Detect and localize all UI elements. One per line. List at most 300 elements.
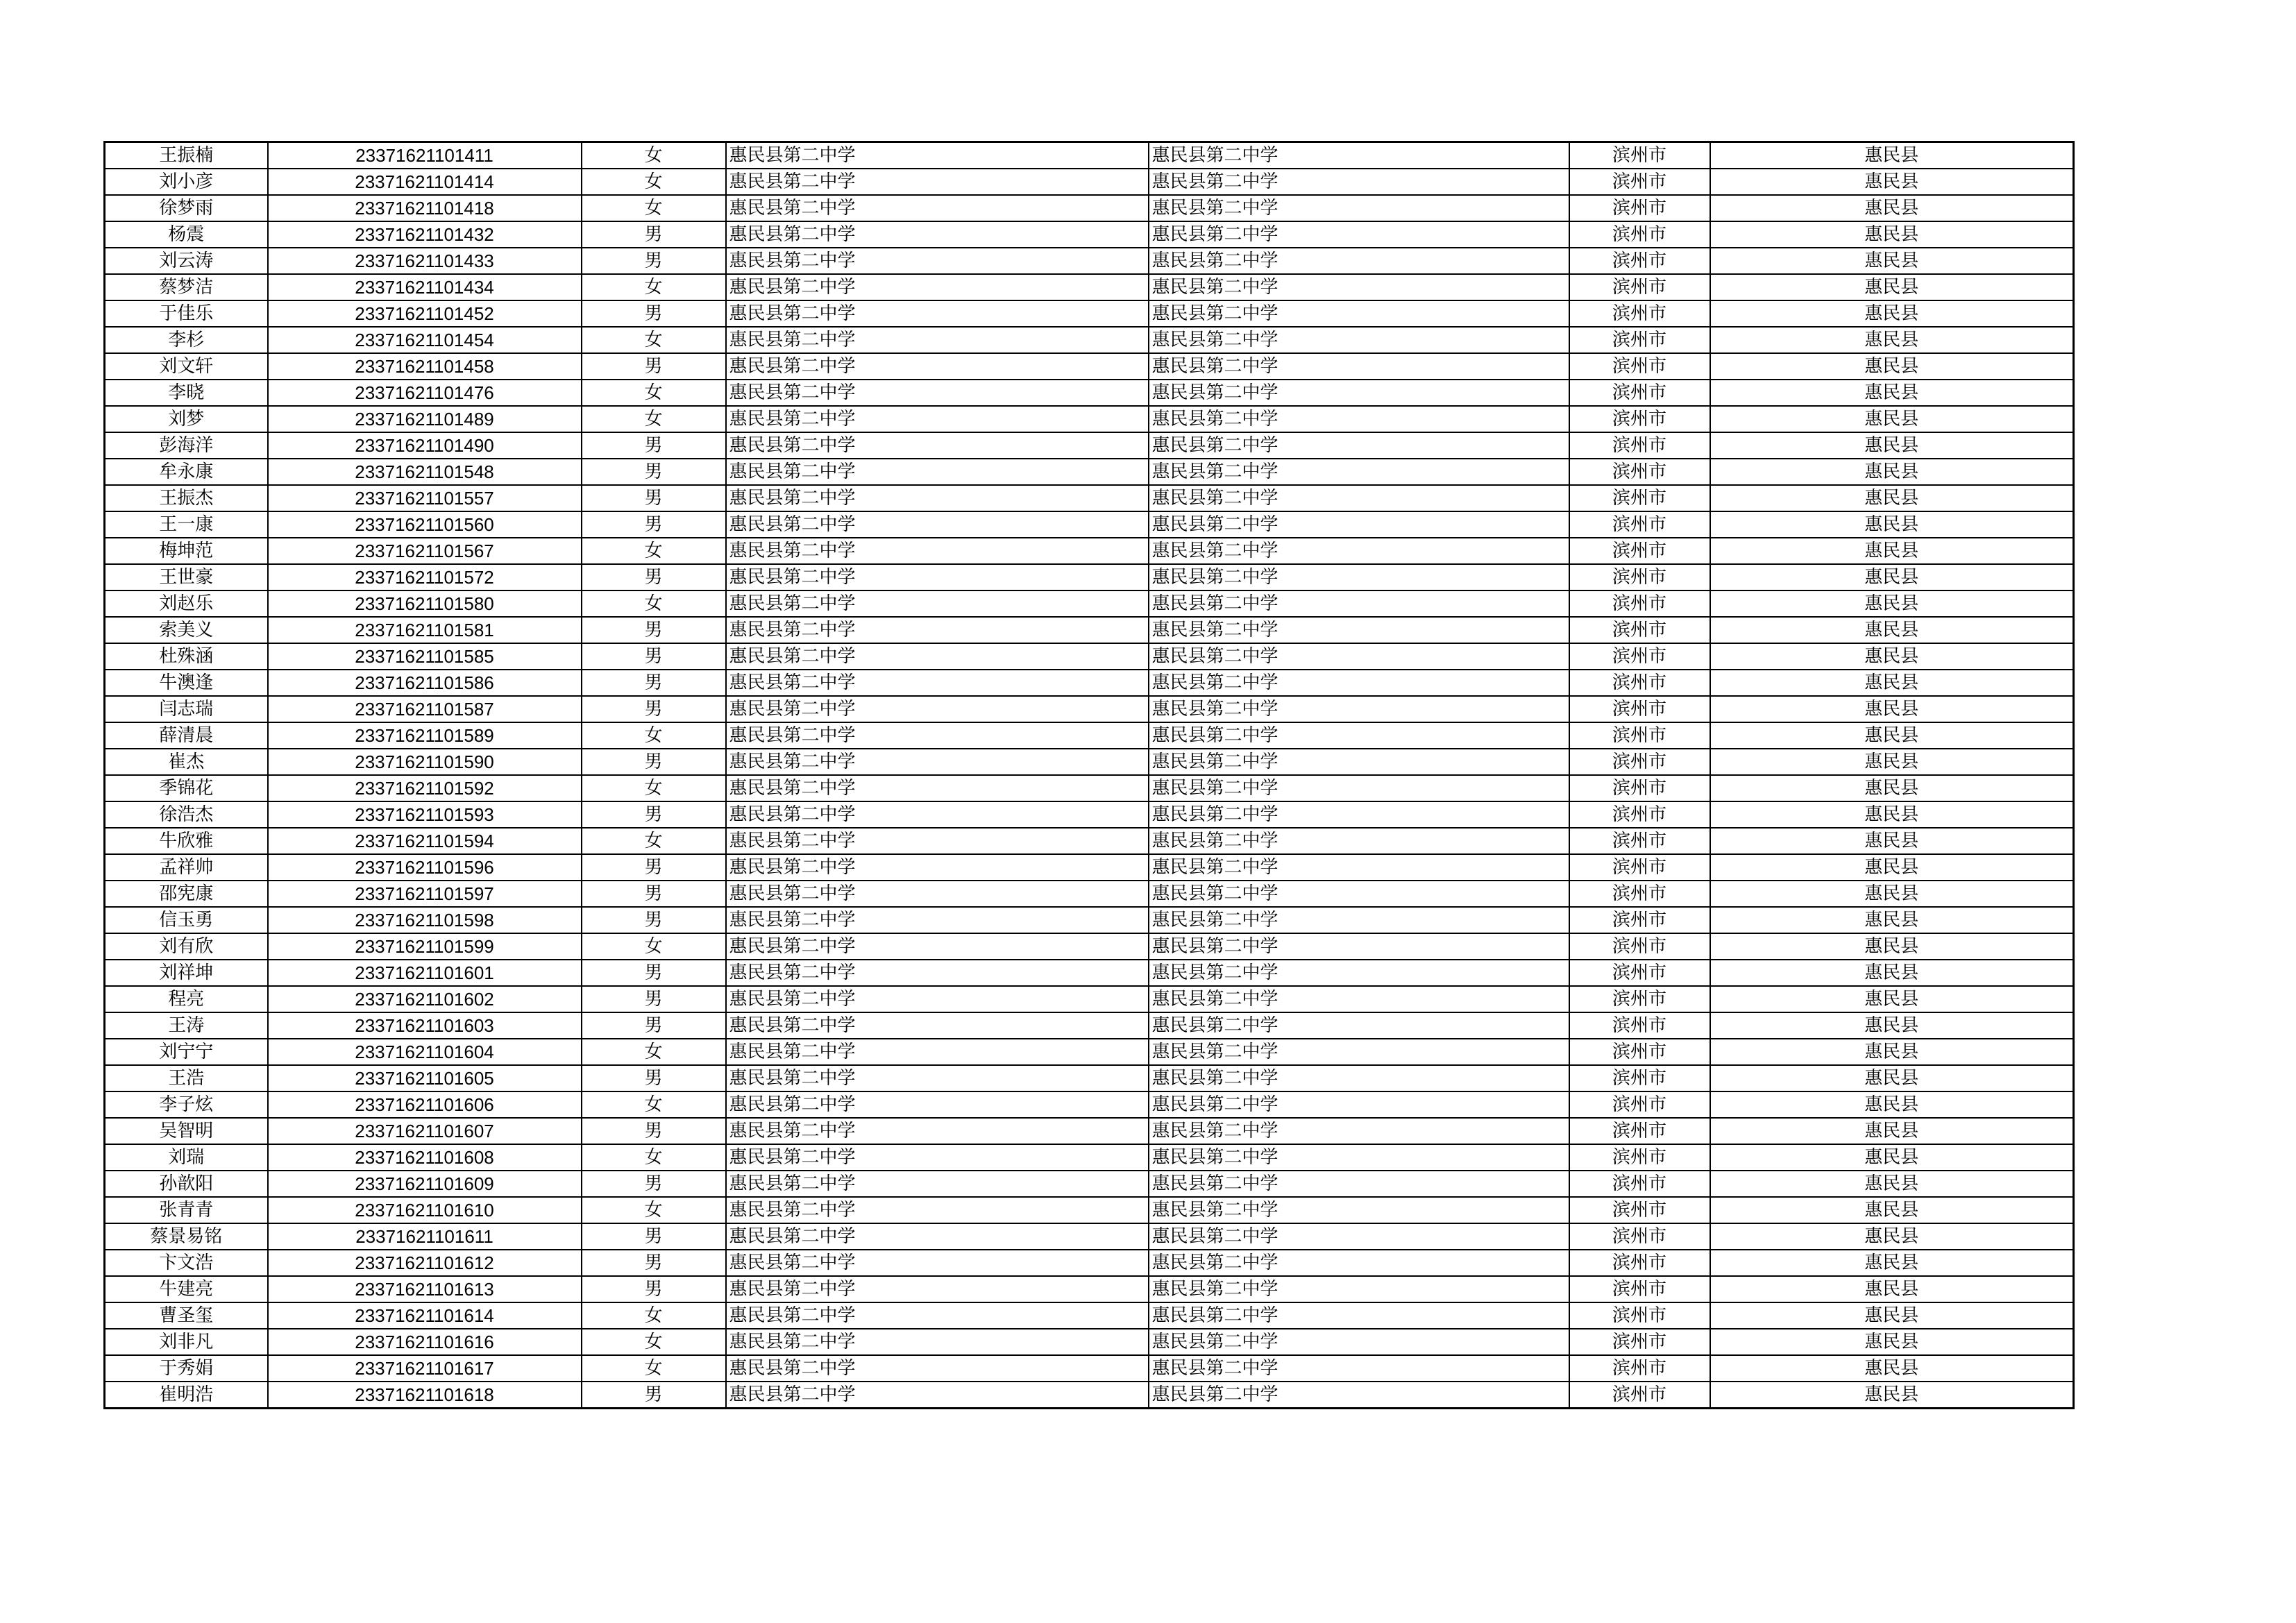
exam-site-cell: 惠民县第二中学 (1149, 1065, 1569, 1091)
exam-site-cell: 惠民县第二中学 (1149, 722, 1569, 749)
county-cell: 惠民县 (1710, 248, 2074, 274)
school-cell: 惠民县第二中学 (726, 274, 1149, 300)
county-cell: 惠民县 (1710, 643, 2074, 670)
county-cell: 惠民县 (1710, 670, 2074, 696)
student-name-cell: 崔杰 (105, 749, 268, 775)
student-name-cell: 蔡景易铭 (105, 1223, 268, 1250)
school-cell: 惠民县第二中学 (726, 406, 1149, 432)
city-cell: 滨州市 (1569, 248, 1710, 274)
gender-cell: 男 (582, 485, 726, 511)
exam-site-cell: 惠民县第二中学 (1149, 775, 1569, 801)
exam-number-cell: 23371621101618 (268, 1382, 582, 1409)
county-cell: 惠民县 (1710, 617, 2074, 643)
student-name-cell: 杜殊涵 (105, 643, 268, 670)
city-cell: 滨州市 (1569, 643, 1710, 670)
gender-cell: 女 (582, 327, 726, 353)
city-cell: 滨州市 (1569, 986, 1710, 1012)
county-cell: 惠民县 (1710, 274, 2074, 300)
gender-cell: 男 (582, 1065, 726, 1091)
county-cell: 惠民县 (1710, 749, 2074, 775)
exam-site-cell: 惠民县第二中学 (1149, 670, 1569, 696)
exam-number-cell: 23371621101587 (268, 696, 582, 722)
county-cell: 惠民县 (1710, 1012, 2074, 1039)
city-cell: 滨州市 (1569, 511, 1710, 538)
exam-number-cell: 23371621101452 (268, 300, 582, 327)
table-row (105, 854, 2074, 881)
exam-site-cell: 惠民县第二中学 (1149, 1171, 1569, 1197)
table-row (105, 485, 2074, 511)
exam-site-cell: 惠民县第二中学 (1149, 617, 1569, 643)
gender-cell: 男 (582, 960, 726, 986)
exam-site-cell: 惠民县第二中学 (1149, 327, 1569, 353)
exam-site-cell: 惠民县第二中学 (1149, 142, 1569, 169)
school-cell: 惠民县第二中学 (726, 432, 1149, 459)
county-cell: 惠民县 (1710, 1250, 2074, 1276)
school-cell: 惠民县第二中学 (726, 643, 1149, 670)
table-row (105, 801, 2074, 828)
gender-cell: 男 (582, 353, 726, 380)
exam-site-cell: 惠民县第二中学 (1149, 1329, 1569, 1355)
school-cell: 惠民县第二中学 (726, 248, 1149, 274)
student-name-cell: 李子炫 (105, 1091, 268, 1118)
city-cell: 滨州市 (1569, 828, 1710, 854)
student-name-cell: 薛清晨 (105, 722, 268, 749)
table-row (105, 195, 2074, 221)
exam-number-cell: 23371621101601 (268, 960, 582, 986)
city-cell: 滨州市 (1569, 564, 1710, 590)
city-cell: 滨州市 (1569, 1382, 1710, 1409)
table-row (105, 1144, 2074, 1171)
table-row (105, 960, 2074, 986)
student-name-cell: 刘非凡 (105, 1329, 268, 1355)
student-name-cell: 程亮 (105, 986, 268, 1012)
exam-number-cell: 23371621101604 (268, 1039, 582, 1065)
exam-site-cell: 惠民县第二中学 (1149, 881, 1569, 907)
county-cell: 惠民县 (1710, 590, 2074, 617)
exam-site-cell: 惠民县第二中学 (1149, 459, 1569, 485)
school-cell: 惠民县第二中学 (726, 1144, 1149, 1171)
table-row (105, 1039, 2074, 1065)
gender-cell: 女 (582, 380, 726, 406)
county-cell: 惠民县 (1710, 1382, 2074, 1409)
gender-cell: 男 (582, 511, 726, 538)
table-row (105, 1302, 2074, 1329)
exam-site-cell: 惠民县第二中学 (1149, 854, 1569, 881)
county-cell: 惠民县 (1710, 538, 2074, 564)
table-row (105, 617, 2074, 643)
student-name-cell: 刘有欣 (105, 933, 268, 960)
student-name-cell: 刘宁宁 (105, 1039, 268, 1065)
exam-number-cell: 23371621101614 (268, 1302, 582, 1329)
exam-site-cell: 惠民县第二中学 (1149, 1223, 1569, 1250)
school-cell: 惠民县第二中学 (726, 801, 1149, 828)
county-cell: 惠民县 (1710, 1329, 2074, 1355)
student-name-cell: 孙歆阳 (105, 1171, 268, 1197)
gender-cell: 女 (582, 1355, 726, 1382)
school-cell: 惠民县第二中学 (726, 696, 1149, 722)
table-row (105, 327, 2074, 353)
school-cell: 惠民县第二中学 (726, 986, 1149, 1012)
exam-number-cell: 23371621101613 (268, 1276, 582, 1302)
city-cell: 滨州市 (1569, 1065, 1710, 1091)
table-row (105, 353, 2074, 380)
exam-number-cell: 23371621101592 (268, 775, 582, 801)
exam-number-cell: 23371621101585 (268, 643, 582, 670)
exam-site-cell: 惠民县第二中学 (1149, 1118, 1569, 1144)
county-cell: 惠民县 (1710, 775, 2074, 801)
school-cell: 惠民县第二中学 (726, 1171, 1149, 1197)
gender-cell: 女 (582, 722, 726, 749)
county-cell: 惠民县 (1710, 1197, 2074, 1223)
exam-number-cell: 23371621101434 (268, 274, 582, 300)
gender-cell: 女 (582, 1197, 726, 1223)
gender-cell: 男 (582, 564, 726, 590)
exam-number-cell: 23371621101557 (268, 485, 582, 511)
student-name-cell: 李杉 (105, 327, 268, 353)
student-name-cell: 刘祥坤 (105, 960, 268, 986)
exam-site-cell: 惠民县第二中学 (1149, 828, 1569, 854)
student-name-cell: 闫志瑞 (105, 696, 268, 722)
city-cell: 滨州市 (1569, 1355, 1710, 1382)
table-row (105, 722, 2074, 749)
city-cell: 滨州市 (1569, 406, 1710, 432)
city-cell: 滨州市 (1569, 749, 1710, 775)
gender-cell: 女 (582, 1039, 726, 1065)
student-name-cell: 刘小彦 (105, 169, 268, 195)
student-name-cell: 牟永康 (105, 459, 268, 485)
exam-number-cell: 23371621101617 (268, 1355, 582, 1382)
student-name-cell: 卞文浩 (105, 1250, 268, 1276)
county-cell: 惠民县 (1710, 1039, 2074, 1065)
table-row (105, 1276, 2074, 1302)
gender-cell: 男 (582, 854, 726, 881)
student-name-cell: 梅坤范 (105, 538, 268, 564)
school-cell: 惠民县第二中学 (726, 485, 1149, 511)
table-row (105, 380, 2074, 406)
exam-number-cell: 23371621101597 (268, 881, 582, 907)
gender-cell: 男 (582, 749, 726, 775)
exam-number-cell: 23371621101433 (268, 248, 582, 274)
exam-number-cell: 23371621101581 (268, 617, 582, 643)
gender-cell: 男 (582, 1012, 726, 1039)
student-name-cell: 季锦花 (105, 775, 268, 801)
exam-number-cell: 23371621101590 (268, 749, 582, 775)
city-cell: 滨州市 (1569, 617, 1710, 643)
county-cell: 惠民县 (1710, 1144, 2074, 1171)
county-cell: 惠民县 (1710, 1276, 2074, 1302)
exam-site-cell: 惠民县第二中学 (1149, 353, 1569, 380)
county-cell: 惠民县 (1710, 986, 2074, 1012)
table-row (105, 459, 2074, 485)
school-cell: 惠民县第二中学 (726, 1223, 1149, 1250)
gender-cell: 女 (582, 828, 726, 854)
exam-site-cell: 惠民县第二中学 (1149, 380, 1569, 406)
gender-cell: 女 (582, 933, 726, 960)
student-name-cell: 牛建亮 (105, 1276, 268, 1302)
table-row (105, 590, 2074, 617)
school-cell: 惠民县第二中学 (726, 1382, 1149, 1409)
table-row (105, 1118, 2074, 1144)
county-cell: 惠民县 (1710, 722, 2074, 749)
county-cell: 惠民县 (1710, 380, 2074, 406)
county-cell: 惠民县 (1710, 1118, 2074, 1144)
roster-body (105, 142, 2074, 1409)
school-cell: 惠民县第二中学 (726, 1065, 1149, 1091)
school-cell: 惠民县第二中学 (726, 1197, 1149, 1223)
table-row (105, 538, 2074, 564)
table-row (105, 1382, 2074, 1409)
exam-site-cell: 惠民县第二中学 (1149, 696, 1569, 722)
school-cell: 惠民县第二中学 (726, 1091, 1149, 1118)
student-name-cell: 牛欣雅 (105, 828, 268, 854)
city-cell: 滨州市 (1569, 274, 1710, 300)
city-cell: 滨州市 (1569, 327, 1710, 353)
student-name-cell: 刘瑞 (105, 1144, 268, 1171)
exam-number-cell: 23371621101603 (268, 1012, 582, 1039)
student-name-cell: 曹圣玺 (105, 1302, 268, 1329)
gender-cell: 女 (582, 1329, 726, 1355)
table-row (105, 1012, 2074, 1039)
gender-cell: 男 (582, 248, 726, 274)
table-row (105, 1171, 2074, 1197)
exam-number-cell: 23371621101458 (268, 353, 582, 380)
county-cell: 惠民县 (1710, 327, 2074, 353)
exam-site-cell: 惠民县第二中学 (1149, 195, 1569, 221)
gender-cell: 男 (582, 1223, 726, 1250)
city-cell: 滨州市 (1569, 353, 1710, 380)
county-cell: 惠民县 (1710, 828, 2074, 854)
exam-site-cell: 惠民县第二中学 (1149, 511, 1569, 538)
table-row (105, 986, 2074, 1012)
school-cell: 惠民县第二中学 (726, 511, 1149, 538)
gender-cell: 女 (582, 1091, 726, 1118)
county-cell: 惠民县 (1710, 459, 2074, 485)
exam-site-cell: 惠民县第二中学 (1149, 432, 1569, 459)
city-cell: 滨州市 (1569, 590, 1710, 617)
gender-cell: 女 (582, 195, 726, 221)
exam-site-cell: 惠民县第二中学 (1149, 1197, 1569, 1223)
student-name-cell: 信玉勇 (105, 907, 268, 933)
school-cell: 惠民县第二中学 (726, 1302, 1149, 1329)
city-cell: 滨州市 (1569, 1276, 1710, 1302)
exam-number-cell: 23371621101580 (268, 590, 582, 617)
city-cell: 滨州市 (1569, 1329, 1710, 1355)
gender-cell: 男 (582, 986, 726, 1012)
city-cell: 滨州市 (1569, 221, 1710, 248)
table-row (105, 300, 2074, 327)
gender-cell: 男 (582, 617, 726, 643)
table-row (105, 1091, 2074, 1118)
exam-site-cell: 惠民县第二中学 (1149, 221, 1569, 248)
city-cell: 滨州市 (1569, 670, 1710, 696)
city-cell: 滨州市 (1569, 1012, 1710, 1039)
county-cell: 惠民县 (1710, 801, 2074, 828)
county-cell: 惠民县 (1710, 221, 2074, 248)
city-cell: 滨州市 (1569, 960, 1710, 986)
exam-site-cell: 惠民县第二中学 (1149, 485, 1569, 511)
exam-site-cell: 惠民县第二中学 (1149, 1302, 1569, 1329)
gender-cell: 女 (582, 274, 726, 300)
table-row (105, 564, 2074, 590)
exam-site-cell: 惠民县第二中学 (1149, 907, 1569, 933)
exam-number-cell: 23371621101490 (268, 432, 582, 459)
city-cell: 滨州市 (1569, 380, 1710, 406)
table-row (105, 1329, 2074, 1355)
exam-number-cell: 23371621101609 (268, 1171, 582, 1197)
student-name-cell: 于秀娟 (105, 1355, 268, 1382)
table-row (105, 1197, 2074, 1223)
exam-site-cell: 惠民县第二中学 (1149, 406, 1569, 432)
exam-site-cell: 惠民县第二中学 (1149, 248, 1569, 274)
student-name-cell: 吴智明 (105, 1118, 268, 1144)
city-cell: 滨州市 (1569, 1118, 1710, 1144)
table-row (105, 775, 2074, 801)
exam-number-cell: 23371621101432 (268, 221, 582, 248)
school-cell: 惠民县第二中学 (726, 828, 1149, 854)
exam-number-cell: 23371621101476 (268, 380, 582, 406)
county-cell: 惠民县 (1710, 1171, 2074, 1197)
county-cell: 惠民县 (1710, 485, 2074, 511)
student-name-cell: 王世豪 (105, 564, 268, 590)
gender-cell: 男 (582, 643, 726, 670)
gender-cell: 男 (582, 881, 726, 907)
table-row (105, 432, 2074, 459)
student-name-cell: 孟祥帅 (105, 854, 268, 881)
table-row (105, 1065, 2074, 1091)
county-cell: 惠民县 (1710, 960, 2074, 986)
county-cell: 惠民县 (1710, 907, 2074, 933)
gender-cell: 女 (582, 1144, 726, 1171)
school-cell: 惠民县第二中学 (726, 1276, 1149, 1302)
city-cell: 滨州市 (1569, 1223, 1710, 1250)
city-cell: 滨州市 (1569, 300, 1710, 327)
school-cell: 惠民县第二中学 (726, 854, 1149, 881)
exam-number-cell: 23371621101586 (268, 670, 582, 696)
exam-number-cell: 23371621101611 (268, 1223, 582, 1250)
school-cell: 惠民县第二中学 (726, 933, 1149, 960)
exam-number-cell: 23371621101548 (268, 459, 582, 485)
school-cell: 惠民县第二中学 (726, 749, 1149, 775)
county-cell: 惠民县 (1710, 353, 2074, 380)
student-name-cell: 刘赵乐 (105, 590, 268, 617)
gender-cell: 女 (582, 406, 726, 432)
student-name-cell: 刘梦 (105, 406, 268, 432)
gender-cell: 男 (582, 1171, 726, 1197)
gender-cell: 男 (582, 432, 726, 459)
student-name-cell: 李晓 (105, 380, 268, 406)
exam-number-cell: 23371621101602 (268, 986, 582, 1012)
exam-number-cell: 23371621101454 (268, 327, 582, 353)
exam-number-cell: 23371621101610 (268, 1197, 582, 1223)
city-cell: 滨州市 (1569, 1302, 1710, 1329)
student-name-cell: 王振楠 (105, 142, 268, 169)
table-row (105, 933, 2074, 960)
city-cell: 滨州市 (1569, 801, 1710, 828)
exam-site-cell: 惠民县第二中学 (1149, 1250, 1569, 1276)
student-name-cell: 王涛 (105, 1012, 268, 1039)
student-name-cell: 蔡梦洁 (105, 274, 268, 300)
city-cell: 滨州市 (1569, 881, 1710, 907)
exam-number-cell: 23371621101418 (268, 195, 582, 221)
county-cell: 惠民县 (1710, 1223, 2074, 1250)
table-row (105, 142, 2074, 169)
county-cell: 惠民县 (1710, 1091, 2074, 1118)
student-name-cell: 崔明浩 (105, 1382, 268, 1409)
student-name-cell: 徐梦雨 (105, 195, 268, 221)
school-cell: 惠民县第二中学 (726, 722, 1149, 749)
city-cell: 滨州市 (1569, 696, 1710, 722)
county-cell: 惠民县 (1710, 406, 2074, 432)
exam-site-cell: 惠民县第二中学 (1149, 1144, 1569, 1171)
exam-number-cell: 23371621101605 (268, 1065, 582, 1091)
gender-cell: 男 (582, 907, 726, 933)
gender-cell: 男 (582, 696, 726, 722)
student-name-cell: 刘云涛 (105, 248, 268, 274)
exam-number-cell: 23371621101567 (268, 538, 582, 564)
table-row (105, 881, 2074, 907)
exam-site-cell: 惠民县第二中学 (1149, 538, 1569, 564)
table-row (105, 670, 2074, 696)
school-cell: 惠民县第二中学 (726, 881, 1149, 907)
school-cell: 惠民县第二中学 (726, 1250, 1149, 1276)
school-cell: 惠民县第二中学 (726, 169, 1149, 195)
city-cell: 滨州市 (1569, 933, 1710, 960)
gender-cell: 男 (582, 1382, 726, 1409)
exam-number-cell: 23371621101560 (268, 511, 582, 538)
exam-site-cell: 惠民县第二中学 (1149, 749, 1569, 775)
school-cell: 惠民县第二中学 (726, 907, 1149, 933)
exam-site-cell: 惠民县第二中学 (1149, 274, 1569, 300)
exam-number-cell: 23371621101596 (268, 854, 582, 881)
table-row (105, 274, 2074, 300)
exam-site-cell: 惠民县第二中学 (1149, 169, 1569, 195)
table-row (105, 221, 2074, 248)
student-name-cell: 王一康 (105, 511, 268, 538)
school-cell: 惠民县第二中学 (726, 1355, 1149, 1382)
student-name-cell: 于佳乐 (105, 300, 268, 327)
county-cell: 惠民县 (1710, 300, 2074, 327)
exam-number-cell: 23371621101411 (268, 142, 582, 169)
exam-number-cell: 23371621101572 (268, 564, 582, 590)
city-cell: 滨州市 (1569, 1197, 1710, 1223)
exam-number-cell: 23371621101594 (268, 828, 582, 854)
gender-cell: 女 (582, 538, 726, 564)
exam-site-cell: 惠民县第二中学 (1149, 1012, 1569, 1039)
exam-number-cell: 23371621101606 (268, 1091, 582, 1118)
table-row (105, 1223, 2074, 1250)
table-row (105, 907, 2074, 933)
city-cell: 滨州市 (1569, 1039, 1710, 1065)
table-row (105, 406, 2074, 432)
school-cell: 惠民县第二中学 (726, 1039, 1149, 1065)
table-row (105, 1250, 2074, 1276)
exam-site-cell: 惠民县第二中学 (1149, 1355, 1569, 1382)
school-cell: 惠民县第二中学 (726, 1329, 1149, 1355)
city-cell: 滨州市 (1569, 1250, 1710, 1276)
county-cell: 惠民县 (1710, 195, 2074, 221)
exam-site-cell: 惠民县第二中学 (1149, 1276, 1569, 1302)
school-cell: 惠民县第二中学 (726, 300, 1149, 327)
gender-cell: 男 (582, 801, 726, 828)
school-cell: 惠民县第二中学 (726, 670, 1149, 696)
city-cell: 滨州市 (1569, 538, 1710, 564)
school-cell: 惠民县第二中学 (726, 564, 1149, 590)
school-cell: 惠民县第二中学 (726, 1012, 1149, 1039)
city-cell: 滨州市 (1569, 1091, 1710, 1118)
gender-cell: 女 (582, 169, 726, 195)
exam-site-cell: 惠民县第二中学 (1149, 300, 1569, 327)
city-cell: 滨州市 (1569, 907, 1710, 933)
